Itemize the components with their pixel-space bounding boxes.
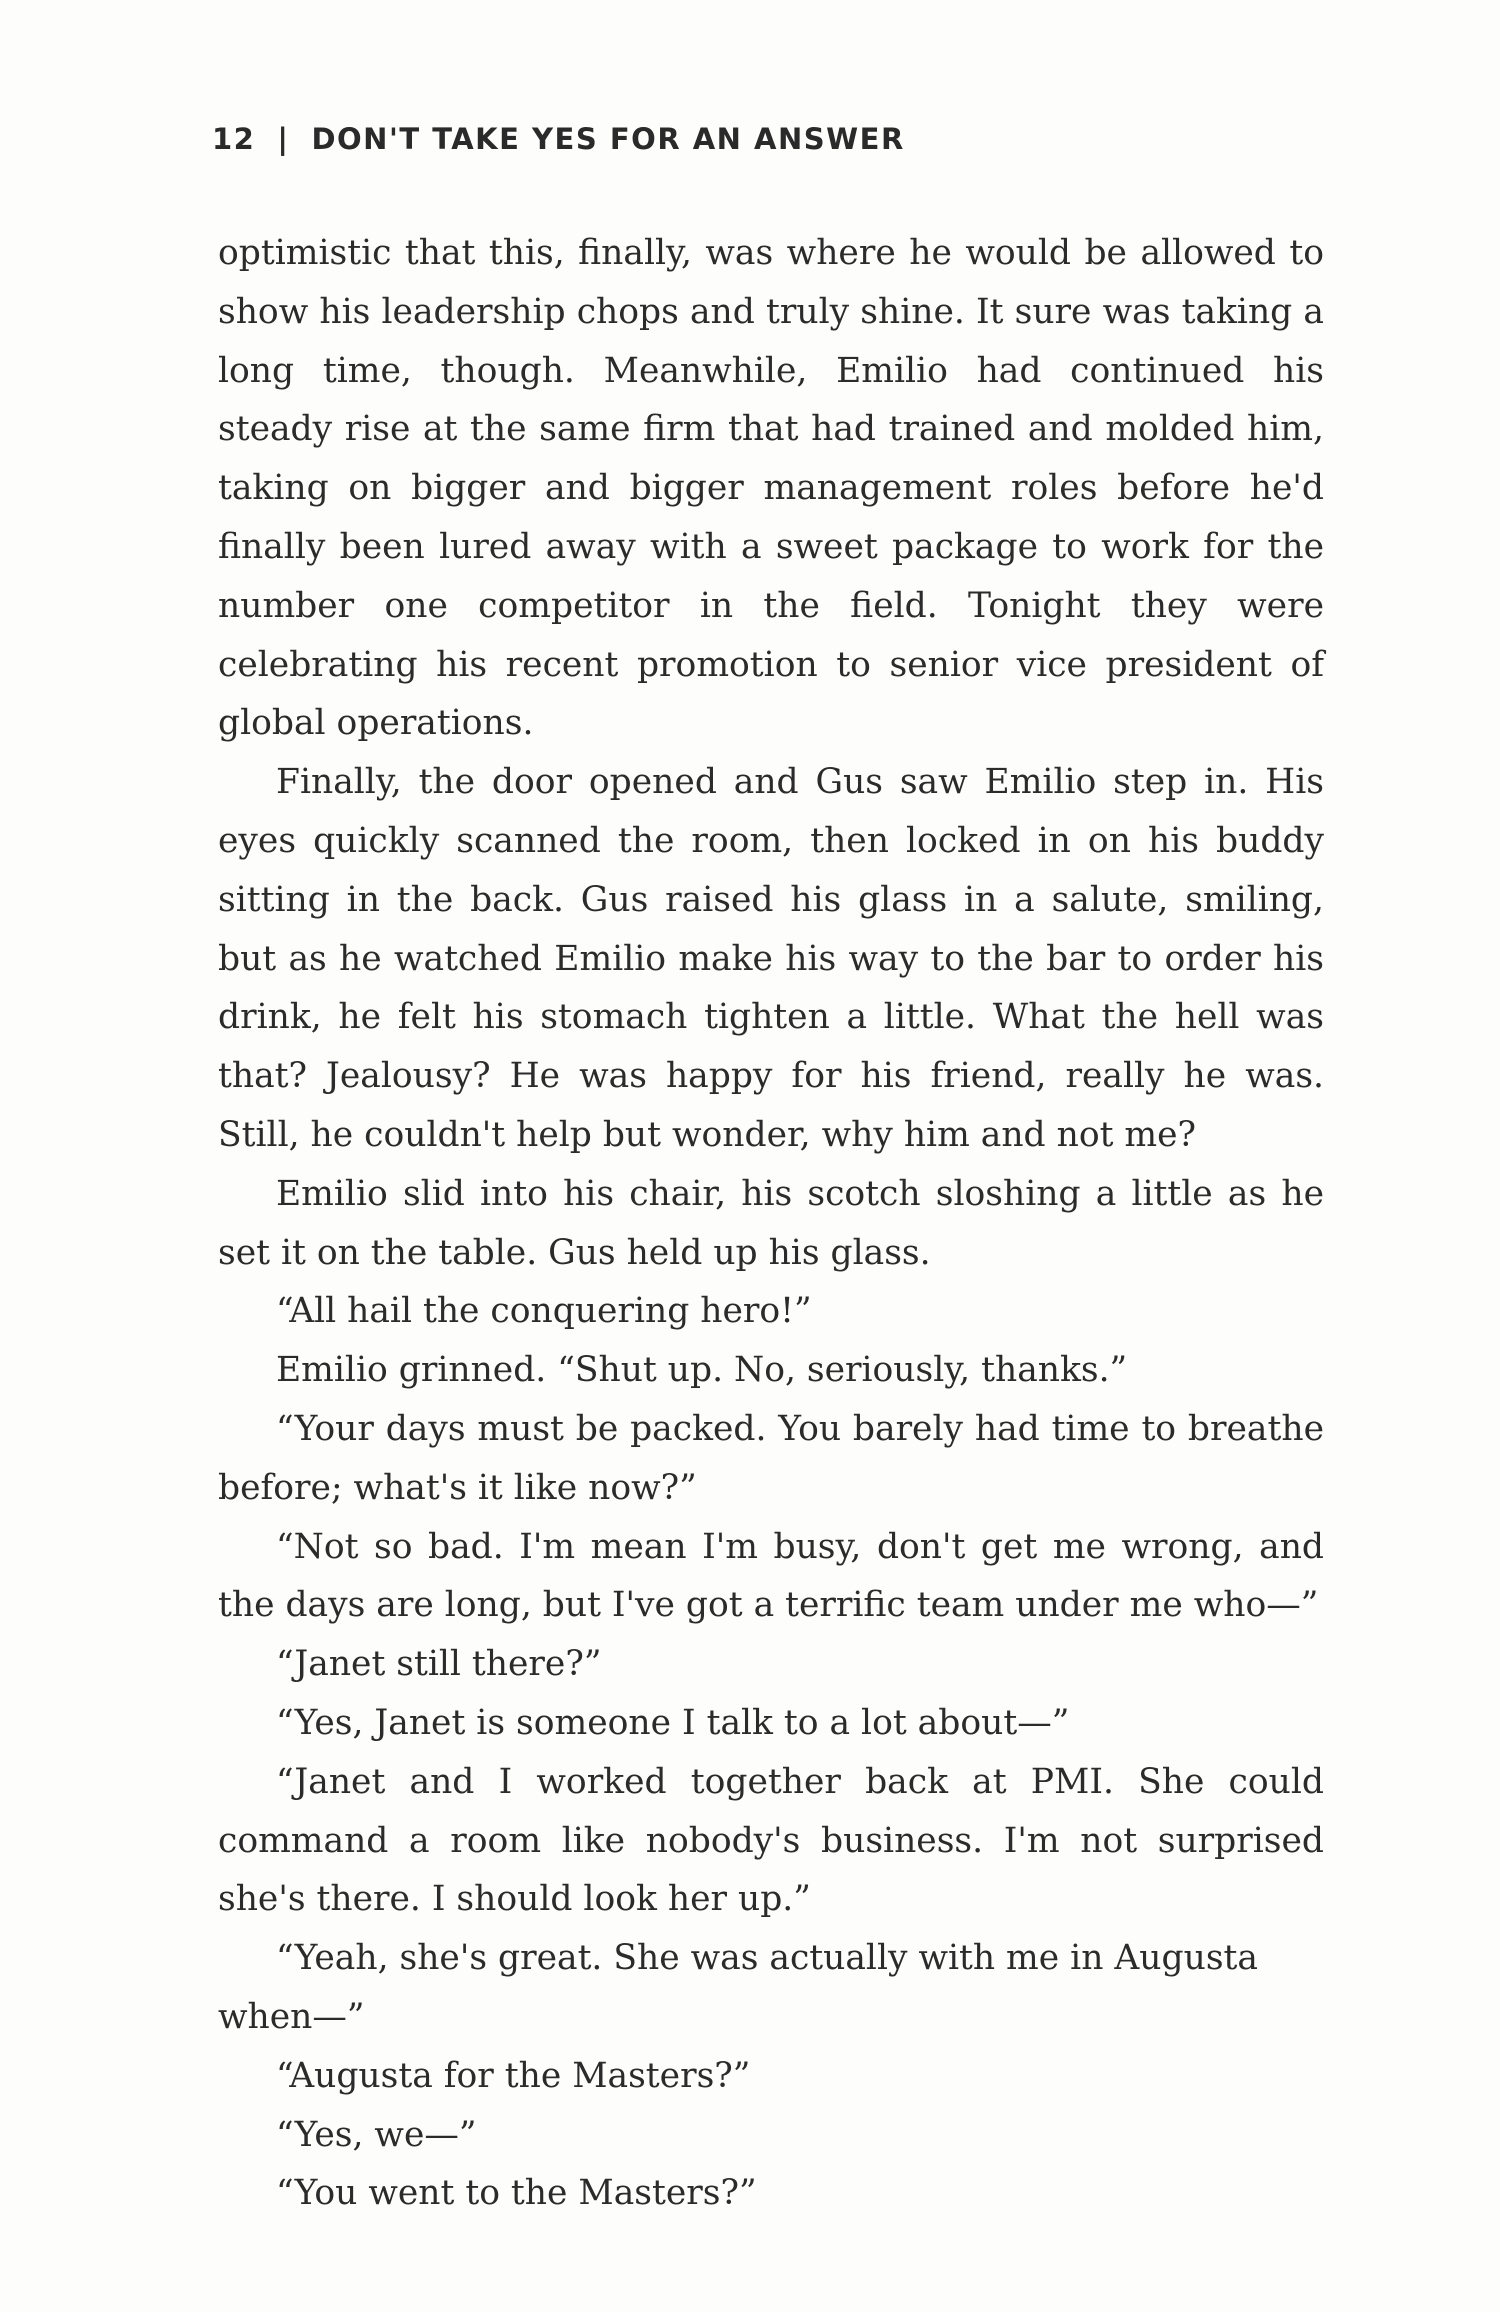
paragraph: Finally, the door opened and Gus saw Emilio step in. His eyes quickly scanned the room, then locked in on his buddy sitting in the back. Gus raised his glass in a salute, smiling, but as he watched Emilio make his way to the bar to order his drink, he felt his stomach tighten a little. What the hell was that? Jealousy? He was happy for his friend, really he was. Still, he couldn't help but wonder, why him and not me?: [218, 762, 1324, 1155]
paragraph: Emilio grinned. “Shut up. No, seriously, thanks.”: [276, 1350, 1128, 1391]
paragraph: optimistic that this, finally, was where he would be allowed to show his leadership chops and truly shine. It sure was taking a long time, though. Meanwhile, Emilio had continued his steady rise at the same firm that had trained and molded him, taking on bigger and bigger management roles before he'd finally been lured away with a sweet package to work for the number one competitor in the field. Tonight they were celebrating his recent promotion to senior vice president of global operations.: [218, 233, 1324, 744]
paragraph: “Yeah, she's great. She was actually with me in Augusta when—”: [218, 1938, 1258, 2037]
running-head: [212, 122, 905, 156]
paragraph: “Yes, Janet is someone I talk to a lot about—”: [276, 1702, 1070, 1743]
page-number: 12: [212, 122, 256, 156]
paragraph: “Not so bad. I'm mean I'm busy, don't get me wrong, and the days are long, but I've got a terrific team under me who—”: [218, 1526, 1324, 1626]
paragraph: Emilio slid into his chair, his scotch sloshing a little as he set it on the table. Gus held up his glass.: [218, 1173, 1324, 1273]
paragraph: “All hail the conquering hero!”: [276, 1291, 812, 1332]
paragraph: “Janet still there?”: [276, 1644, 602, 1685]
paragraph: “Janet and I worked together back at PMI. She could command a room like nobody's business. I'm not surprised she's there. I should look her up.”: [218, 1761, 1324, 1920]
paragraph: “Augusta for the Masters?”: [276, 2055, 751, 2096]
paragraph: “Your days must be packed. You barely had time to breathe before; what's it like now?”: [218, 1408, 1324, 1508]
body-text: [218, 224, 1324, 2223]
paragraph: “You went to the Masters?”: [276, 2173, 757, 2214]
book-title: DON'T TAKE YES FOR AN ANSWER: [311, 122, 905, 156]
header-separator: |: [277, 122, 290, 156]
paragraph: “Yes, we—”: [276, 2114, 477, 2155]
